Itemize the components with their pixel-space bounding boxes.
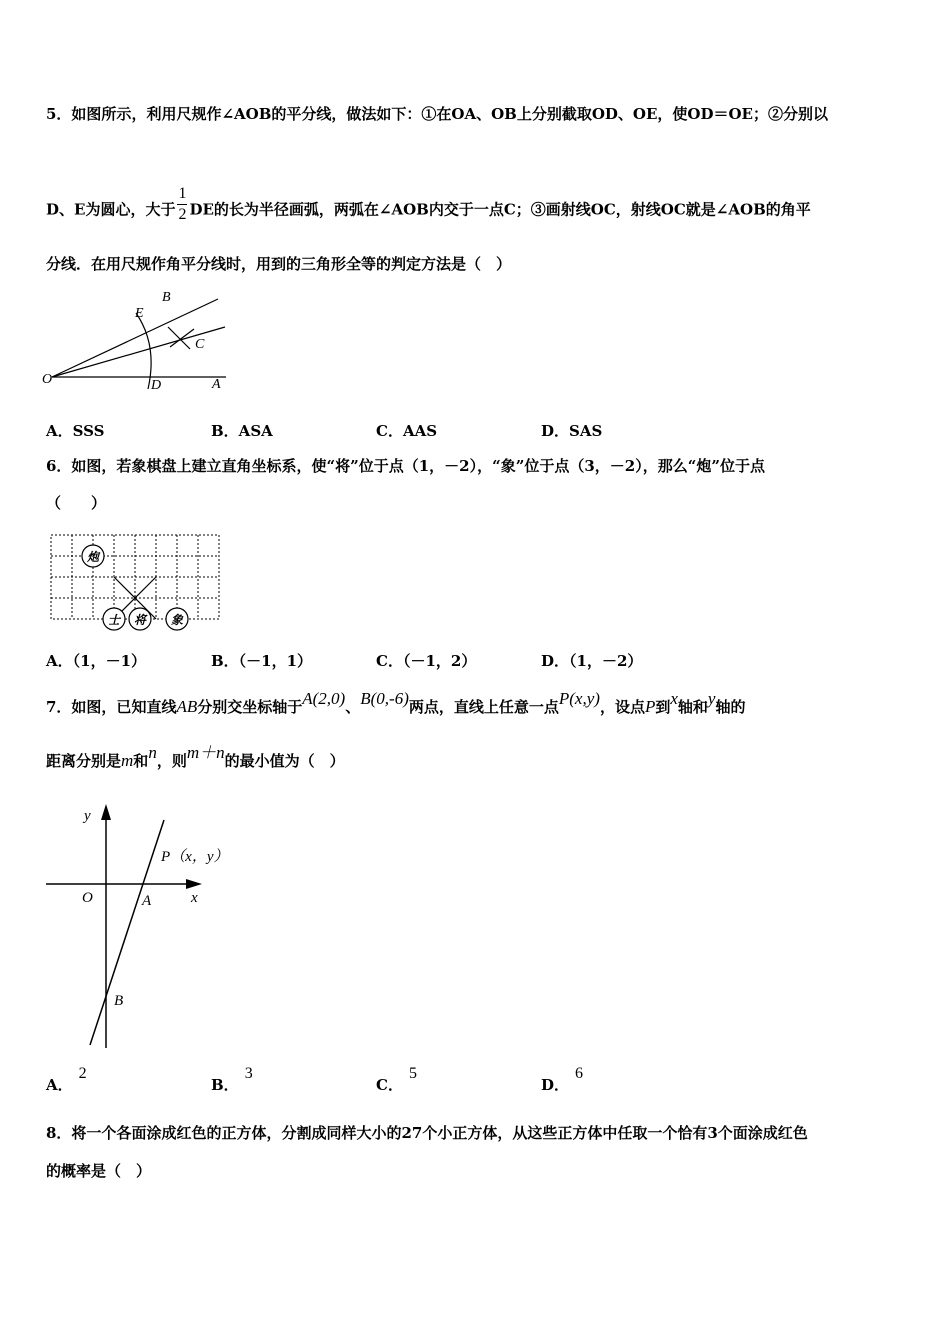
q7-option-d-label: D． bbox=[541, 1076, 570, 1094]
label-b: B bbox=[162, 290, 171, 305]
q7-line2 bbox=[46, 743, 345, 771]
q5-figure bbox=[40, 285, 240, 395]
label-a: A bbox=[142, 893, 152, 909]
q6-line1: 6．如图，若象棋盘上建立直角坐标系，使“将”位于点（1，－2），“象”位于点（3，－2），那么“炮”位于点 bbox=[46, 457, 765, 475]
q7-option-d-value: 6 bbox=[575, 1065, 584, 1082]
q7-ab: AB bbox=[176, 697, 198, 716]
q6-option-a: A．（1，－1） bbox=[46, 652, 147, 670]
label-e: E bbox=[135, 306, 144, 321]
label-c: C bbox=[195, 337, 205, 352]
q7-t7: 轴的 bbox=[715, 698, 746, 716]
q7-t3: 两点，直线上任意一点 bbox=[408, 698, 559, 716]
piece-xiang: 象 bbox=[170, 613, 184, 627]
q6-option-c: C．（－1，2） bbox=[376, 652, 477, 670]
q5-option-d: D．SAS bbox=[541, 422, 603, 440]
q7-point-p: P(x,y) bbox=[558, 689, 600, 708]
q7-option-c bbox=[376, 1065, 417, 1095]
q7-option-a-value: 2 bbox=[78, 1065, 87, 1082]
q7-line1 bbox=[46, 689, 746, 717]
q7-option-d bbox=[541, 1065, 584, 1095]
q7-y: y bbox=[707, 689, 716, 708]
label-y: y bbox=[84, 808, 91, 824]
q7-option-a-label: A． bbox=[46, 1076, 73, 1094]
q5-frac-num: 1 bbox=[177, 184, 187, 205]
q7-sep: 、 bbox=[345, 698, 361, 716]
q8-line2: 的概率是（ ） bbox=[46, 1162, 152, 1180]
q7-point-a: A(2,0) bbox=[302, 689, 346, 708]
q7-m: m bbox=[121, 751, 134, 770]
q7-l2a: 距离分别是 bbox=[46, 752, 122, 770]
arc-c2 bbox=[170, 329, 194, 347]
piece-pao: 炮 bbox=[86, 550, 100, 564]
q7-option-b-value: 3 bbox=[244, 1065, 253, 1082]
q5-line3: 分线．在用尺规作角平分线时，用到的三角形全等的判定方法是（ ） bbox=[46, 255, 512, 273]
q7-t2: 分别交坐标轴于 bbox=[197, 698, 303, 716]
y-axis-arrow bbox=[101, 804, 111, 820]
q7-t4: ，设点 bbox=[599, 698, 645, 716]
label-o: O bbox=[82, 890, 93, 906]
label-a: A bbox=[212, 377, 221, 392]
q7-option-b-label: B． bbox=[211, 1076, 239, 1094]
q7-p: P bbox=[644, 697, 656, 716]
q7-t1: 7．如图，已知直线 bbox=[46, 698, 177, 716]
q6-chessboard-figure bbox=[48, 532, 224, 636]
q7-t5: 到 bbox=[655, 698, 671, 716]
q7-option-b bbox=[211, 1065, 253, 1095]
q6-option-d: D．（1，－2） bbox=[541, 652, 643, 670]
q5-option-c: C．AAS bbox=[376, 422, 438, 440]
q7-x: x bbox=[670, 689, 678, 708]
q7-coordinate-figure bbox=[40, 800, 260, 1052]
q5-option-b: B．ASA bbox=[211, 422, 273, 440]
q7-l2d: 的最小值为（ ） bbox=[224, 752, 345, 770]
q7-l2c: ，则 bbox=[156, 752, 187, 770]
q7-point-b: B(0,-6) bbox=[360, 689, 409, 708]
q5-fraction bbox=[177, 184, 187, 225]
q5-line2 bbox=[46, 185, 811, 231]
q7-option-a bbox=[46, 1065, 87, 1095]
board-grid bbox=[51, 535, 219, 619]
q5-line2-pre: D、E为圆心，大于 bbox=[46, 200, 176, 219]
q5-line2-post: DE的长为半径画弧，两弧在∠AOB内交于一点C；③画射线OC，射线OC就是∠AOB的角平 bbox=[189, 200, 811, 219]
q7-t6: 轴和 bbox=[677, 698, 708, 716]
q7-l2b: 和 bbox=[133, 752, 149, 770]
label-x: x bbox=[191, 890, 198, 906]
label-b: B bbox=[114, 993, 124, 1009]
label-p: P（x，y） bbox=[161, 849, 229, 865]
line-ab bbox=[90, 820, 164, 1045]
label-o: O bbox=[42, 372, 53, 387]
piece-jiang: 将 bbox=[133, 613, 147, 627]
x-axis-arrow bbox=[186, 879, 202, 889]
q5-option-a: A．SSS bbox=[46, 422, 105, 440]
q7-mn: m＋n bbox=[186, 743, 225, 762]
q7-n: n bbox=[148, 743, 157, 762]
q6-option-b: B．（－1，1） bbox=[211, 652, 313, 670]
piece-shi: 士 bbox=[107, 613, 121, 627]
q5-frac-den: 2 bbox=[178, 206, 187, 223]
ray-oc bbox=[52, 327, 225, 377]
q8-line1: 8．将一个各面涂成红色的正方体，分割成同样大小的27个小正方体，从这些正方体中任取一个恰有3个面涂成红色 bbox=[46, 1124, 808, 1142]
q5-line1: 5．如图所示，利用尺规作∠AOB的平分线，做法如下：①在OA、OB上分别截取OD、OE，使OD＝OE；②分别以 bbox=[46, 105, 828, 123]
q6-line2: （ ） bbox=[46, 494, 107, 512]
q7-option-c-value: 5 bbox=[408, 1065, 417, 1082]
label-d: D bbox=[151, 378, 162, 393]
q7-option-c-label: C． bbox=[376, 1076, 403, 1094]
